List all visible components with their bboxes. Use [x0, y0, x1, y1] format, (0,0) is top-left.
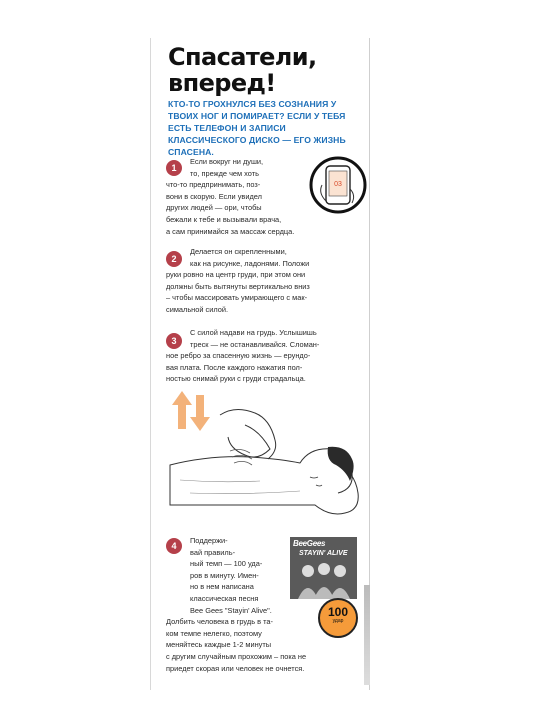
step-number-badge: 3 — [166, 333, 182, 349]
text-line: с другим случайным прохожим – пока не — [166, 651, 307, 661]
step-number-badge: 4 — [166, 538, 182, 554]
text-line: – чтобы массировать умирающего с мак- — [166, 293, 308, 303]
tempo-unit: удар — [332, 618, 344, 624]
step-number-badge: 1 — [166, 160, 182, 176]
tempo-badge — [318, 598, 358, 638]
step-3-text — [166, 327, 362, 385]
text-line: но в нем написана — [190, 582, 254, 592]
title-line-2: вперед! — [168, 69, 276, 97]
text-line: ностью снимай руки с груди страдальца. — [166, 374, 306, 384]
album-song-title: STAYIN' ALIVE — [299, 550, 348, 557]
phone-in-hand-icon — [308, 155, 368, 215]
text-line: приедет скорая или человек не очнется. — [166, 663, 305, 673]
text-line: должны быть вытянуты вертикально вниз — [166, 281, 310, 291]
text-line: других людей — ори, чтобы — [166, 203, 262, 213]
album-cover — [290, 537, 357, 599]
cpr-illustration — [160, 385, 365, 520]
text-line: ный темп — 100 уда- — [190, 559, 263, 569]
page-title — [168, 44, 317, 96]
phone-screen-text: 03 — [334, 181, 342, 188]
text-line: ное ребро за спасенную жизнь — ерундо- — [166, 351, 311, 361]
text-line: симальной силой. — [166, 304, 229, 314]
text-line: а сам принимайся за массаж сердца. — [166, 226, 295, 236]
text-line: что-то предпринимать, поз- — [166, 180, 261, 190]
up-down-arrow-icon — [172, 391, 210, 431]
text-line: ров в минуту. Имен- — [190, 570, 259, 580]
title-line-1: Спасатели, — [168, 43, 317, 71]
text-line: как на рисунке, ладонями. Положи — [190, 258, 310, 268]
text-line: бежали к тебе и вызывали врача, — [166, 214, 282, 224]
step-number-badge: 2 — [166, 251, 182, 267]
text-line: то, прежде чем хоть — [190, 168, 259, 178]
text-line: С силой надави на грудь. Услышишь — [190, 328, 317, 337]
text-line: вая плата. После каждого нажатия пол- — [166, 362, 303, 372]
text-line: ком темпе нелегко, поэтому — [166, 628, 262, 638]
text-line: Если вокруг ни души, — [190, 157, 264, 166]
text-line: Bee Gees "Stayin' Alive". — [190, 605, 272, 615]
text-line: треск — не останавливайся. Сломан- — [190, 339, 320, 349]
step-1-text — [166, 156, 316, 237]
tempo-value: 100 — [327, 605, 349, 619]
text-line: руки ровно на центр груди, при этом они — [166, 270, 306, 280]
side-credit-strip — [364, 585, 370, 685]
text-line: вай правиль- — [190, 547, 236, 557]
text-line: меняйтесь каждые 1-2 минуты — [166, 640, 272, 650]
step-2-text — [166, 246, 362, 316]
text-line: вони в скорую. Если увидел — [166, 191, 262, 201]
lead-paragraph: КТО-ТО ГРОХНУЛСЯ БЕЗ СОЗНАНИЯ У ТВОИХ НОГ И ПОМИРАЕТ? ЕСЛИ У ТЕБЯ ЕСТЬ ТЕЛЕФОН И ЗАПИСИ КЛАССИЧЕСКОГО ДИСКО — ЕГО ЖИЗНЬ СПАСЕНА. — [168, 99, 346, 157]
band-silhouettes — [294, 559, 354, 599]
album-band-name: BeeGees — [293, 539, 326, 548]
text-line: Долбить человека в грудь в та- — [166, 617, 273, 627]
text-line: классическая песня — [190, 593, 259, 603]
text-line: Поддержи- — [190, 536, 228, 545]
text-line: Делается он скрепленными, — [190, 247, 287, 256]
